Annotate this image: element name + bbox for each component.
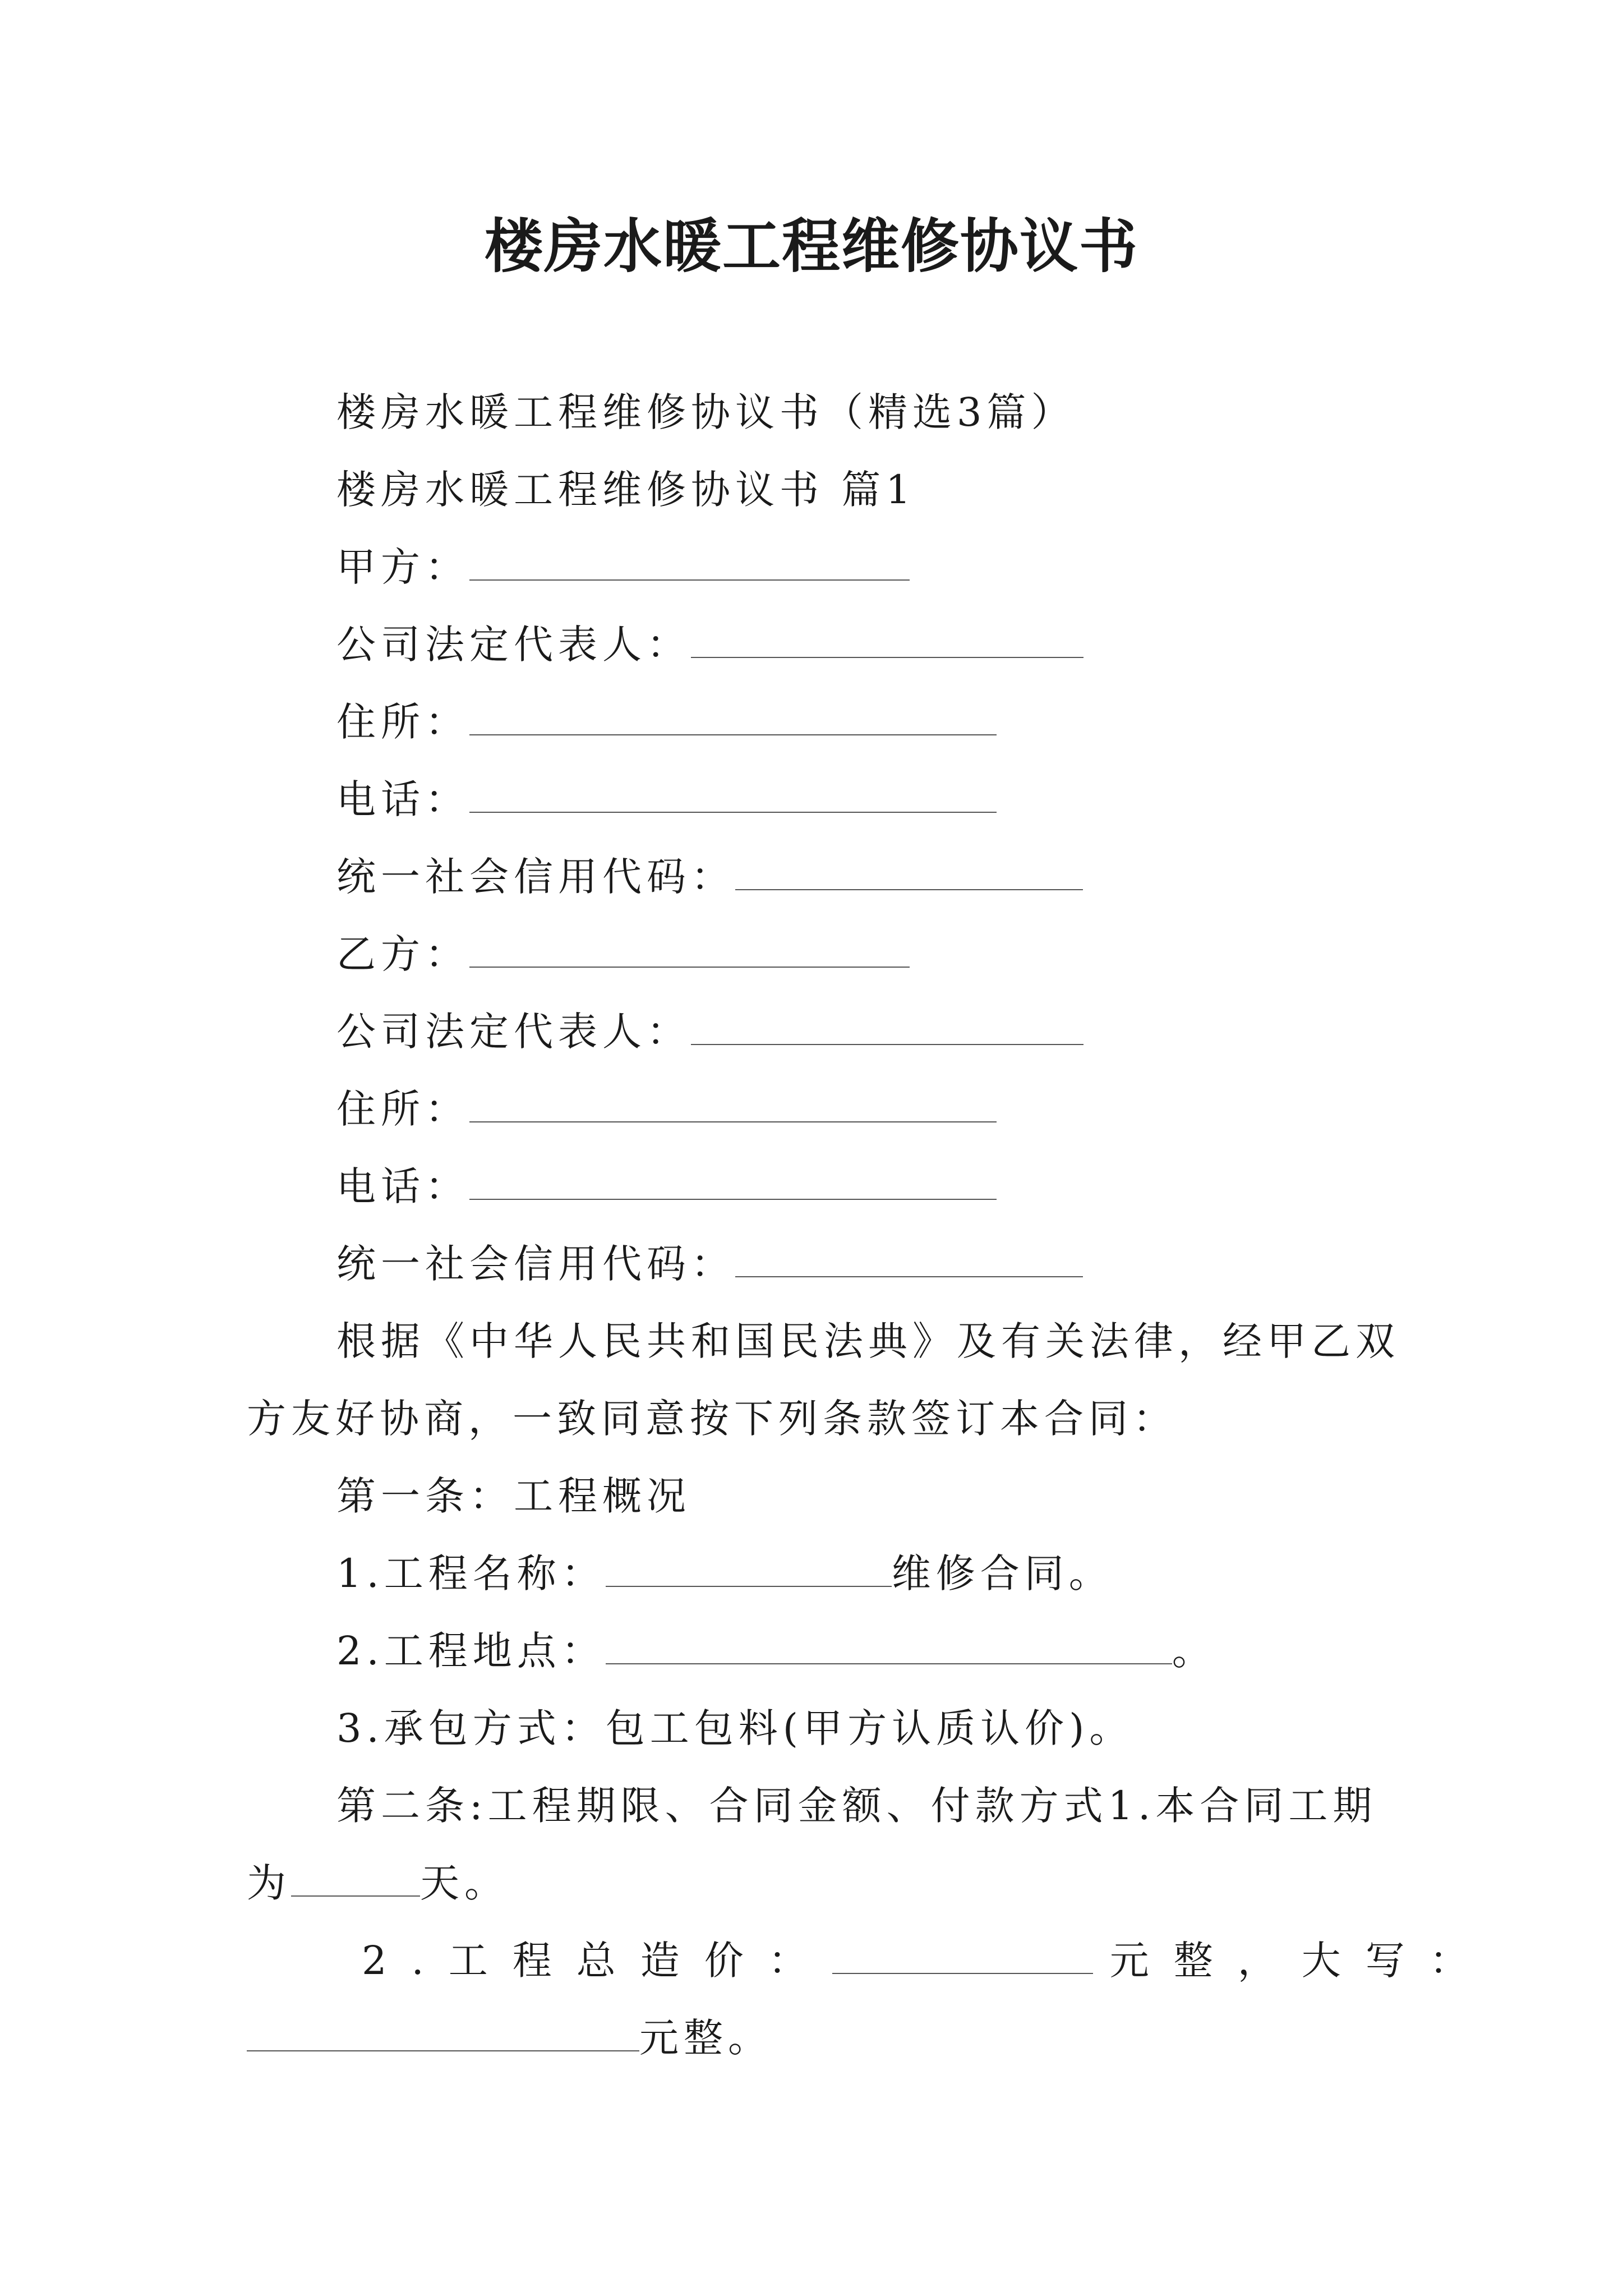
price-in-words-blank xyxy=(247,2013,639,2051)
article-1-item-2 xyxy=(336,1626,1216,1676)
preamble-line-2: 方友好协商，一致同意按下列条款签订本合同： xyxy=(247,1396,1177,1442)
party-a-rep-row xyxy=(336,619,1083,670)
project-location-label: 2.工程地点： xyxy=(336,1628,606,1674)
party-b-rep-label: 公司法定代表人： xyxy=(336,1009,691,1055)
party-b-address-blank xyxy=(469,1084,997,1122)
party-a-credit-label: 统一社会信用代码： xyxy=(336,854,735,900)
section-heading: 楼房水暖工程维修协议书 篇1 xyxy=(336,467,916,513)
party-a-credit-blank xyxy=(735,852,1083,890)
party-a-phone-blank xyxy=(469,775,997,813)
article-1-heading: 第一条：工程概况 xyxy=(336,1473,691,1519)
subtitle: 楼房水暖工程维修协议书（精选3篇） xyxy=(336,389,1076,435)
party-a-address-blank xyxy=(469,697,997,735)
project-name-suffix: 维修合同。 xyxy=(891,1550,1113,1596)
party-a-credit-row xyxy=(336,852,1083,902)
total-price-mid: 元整，大写： xyxy=(1109,1938,1493,1984)
party-b-address-label: 住所： xyxy=(336,1086,469,1132)
article-1-item-3: 3.承包方式：包工包料(甲方认质认价)。 xyxy=(336,1705,1134,1751)
project-location-suffix: 。 xyxy=(1172,1628,1216,1674)
article-2-item-2 xyxy=(362,1935,1493,1986)
party-b-blank xyxy=(469,930,910,968)
duration-blank xyxy=(291,1858,420,1897)
party-a-blank xyxy=(469,542,910,581)
project-name-label: 1.工程名称： xyxy=(336,1550,606,1596)
party-b-label: 乙方： xyxy=(336,931,469,977)
party-b-credit-blank xyxy=(735,1239,1083,1277)
party-b-phone-row xyxy=(336,1161,997,1212)
article-1-item-1 xyxy=(336,1548,1113,1599)
duration-prefix: 为 xyxy=(247,1860,291,1906)
total-price-label: 2.工程总造价： xyxy=(362,1938,832,1984)
party-a-row xyxy=(336,542,910,592)
project-name-blank xyxy=(606,1549,892,1587)
price-in-words-suffix: 元整。 xyxy=(639,2015,772,2061)
party-b-phone-label: 电话： xyxy=(336,1163,469,1209)
article-2-line-2 xyxy=(247,1858,509,1908)
party-a-phone-row xyxy=(336,774,997,825)
project-location-blank xyxy=(606,1626,1172,1664)
party-b-row xyxy=(336,929,910,979)
party-a-label: 甲方： xyxy=(336,544,469,590)
article-2-line-1: 第二条:工程期限、合同金额、付款方式1.本合同工期 xyxy=(336,1783,1377,1829)
party-b-credit-label: 统一社会信用代码： xyxy=(336,1241,735,1287)
preamble-line-1: 根据《中华人民共和国民法典》及有关法律，经甲乙双 xyxy=(336,1318,1400,1364)
party-a-phone-label: 电话： xyxy=(336,776,469,822)
party-a-rep-label: 公司法定代表人： xyxy=(336,622,691,668)
party-b-credit-row xyxy=(336,1239,1083,1289)
party-b-phone-blank xyxy=(469,1162,997,1200)
party-b-address-row xyxy=(336,1084,997,1134)
total-price-blank xyxy=(832,1936,1093,1974)
party-a-address-row xyxy=(336,697,997,747)
party-b-rep-blank xyxy=(691,1007,1083,1045)
party-a-rep-blank xyxy=(691,620,1083,658)
article-2-item-2-cont xyxy=(247,2013,772,2063)
document-title: 楼房水暖工程维修协议书 xyxy=(484,211,1138,280)
party-b-rep-row xyxy=(336,1006,1083,1057)
duration-suffix: 天。 xyxy=(420,1860,509,1906)
party-a-address-label: 住所： xyxy=(336,699,469,745)
